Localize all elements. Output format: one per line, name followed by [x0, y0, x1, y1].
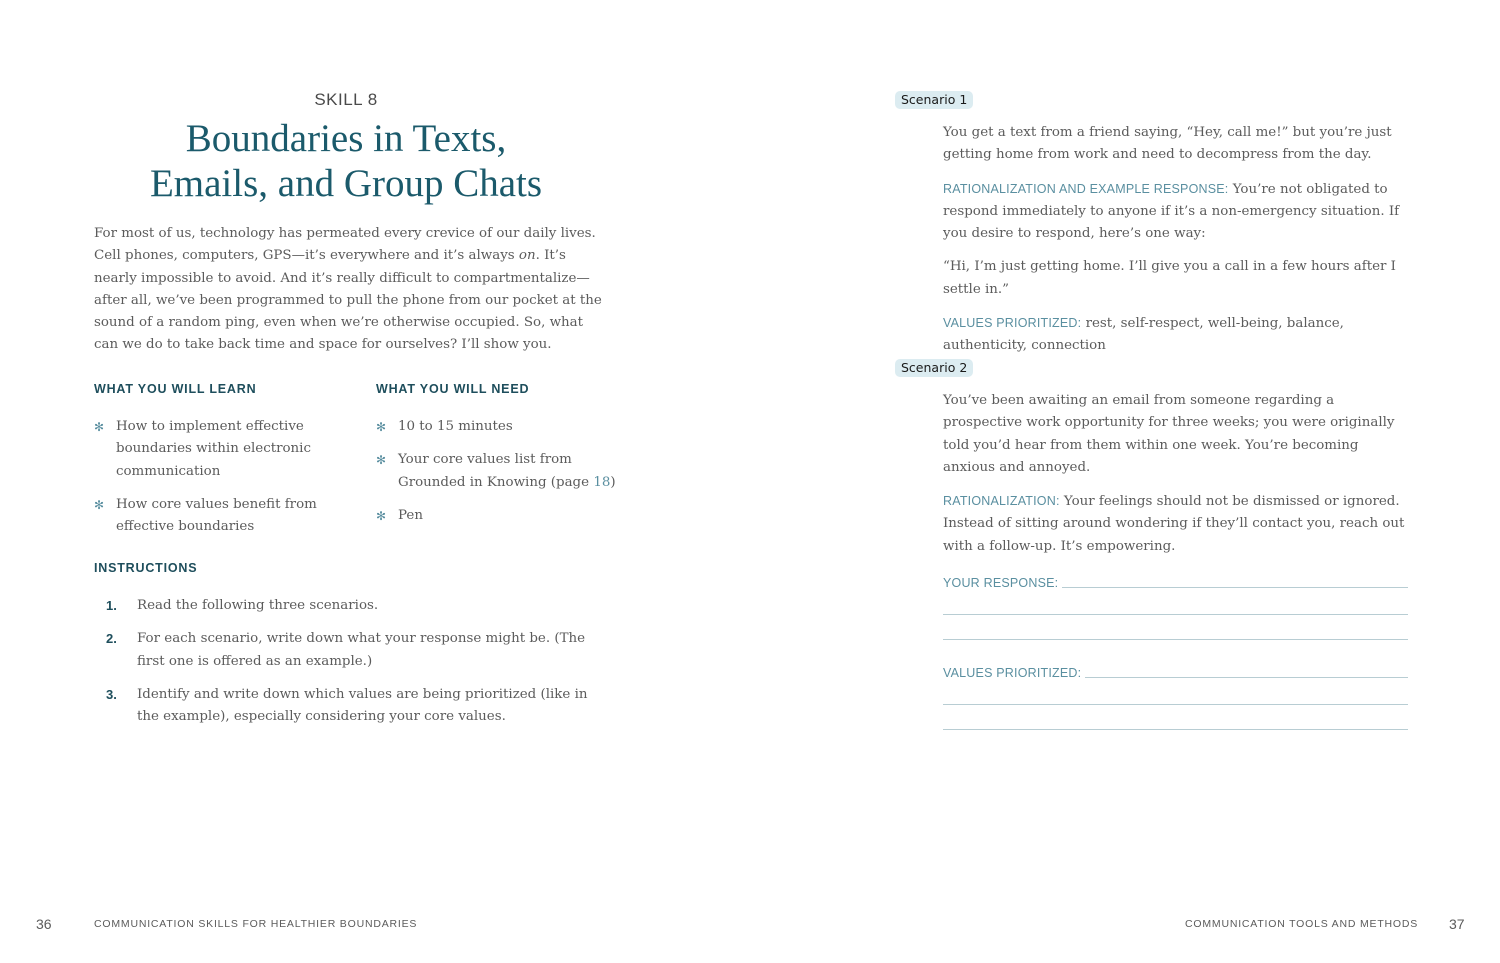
- list-item: [376, 416, 616, 438]
- values-prioritized-label: VALUES PRIORITIZED:: [943, 666, 1082, 681]
- running-head-left: COMMUNICATION SKILLS FOR HEALTHIER BOUNDARIES: [94, 918, 418, 930]
- step-number: 2.: [106, 631, 117, 647]
- asterisk-bullet-icon: ✻: [376, 420, 387, 434]
- list-item: [376, 449, 616, 494]
- scenario-1-example-response: “Hi, I’m just getting home. I’ll give you a call in a few hours after I settle in.”: [943, 259, 1396, 297]
- response-line-1[interactable]: [943, 565, 1408, 590]
- step-text: Read the following three scenarios.: [137, 598, 379, 613]
- rationale-label: RATIONALIZATION:: [943, 494, 1060, 509]
- what-you-will-learn-section: [94, 382, 334, 549]
- list-item: [94, 416, 334, 483]
- right-page: [750, 0, 1500, 963]
- scenario-1-rationale: [943, 178, 1408, 246]
- need-item-text: Pen: [398, 507, 423, 523]
- scenario-1-body: [943, 122, 1408, 369]
- response-line-2[interactable]: [943, 590, 1408, 615]
- your-response-label: YOUR RESPONSE:: [943, 576, 1059, 591]
- page-number-left: 36: [36, 916, 52, 932]
- asterisk-bullet-icon: ✻: [94, 420, 105, 434]
- list-item: [376, 505, 616, 527]
- step-text: Identify and write down which values are being prioritized (like in the example), especially considering your core values.: [137, 686, 588, 725]
- instructions-list: [94, 595, 604, 728]
- rationale-text: You’re not obligated to respond immediately to anyone if it’s a non-emergency situation. If you desire to respond, here’s one way:: [943, 181, 1400, 242]
- values-line-2[interactable]: [943, 680, 1408, 705]
- rationale-label: RATIONALIZATION AND EXAMPLE RESPONSE:: [943, 181, 1229, 196]
- values-label: VALUES PRIORITIZED:: [943, 316, 1082, 331]
- values-line-3[interactable]: [943, 705, 1408, 730]
- scenario-2-tag: Scenario 2: [895, 359, 973, 377]
- scenario-1-tag: Scenario 1: [895, 91, 973, 109]
- step-number: 1.: [106, 598, 117, 613]
- paren-close: ): [610, 474, 616, 490]
- instruction-step: [94, 628, 604, 673]
- intro-text-after: . It’s nearly impossible to avoid. And it’s really difficult to compartmentalize—after all, we’ve been programmed to pull the phone from our pocket at the sound of a random ping, even when we’re otherwise occupied. So, what can we do to take back time and space for ourselves? I’ll show you.: [94, 248, 602, 353]
- intro-paragraph: [94, 223, 604, 357]
- scenario-1-situation: You get a text from a friend saying, “Hey, call me!” but you’re just getting home from work and need to decompress from the day.: [943, 125, 1392, 163]
- values-prioritized-field[interactable]: [943, 655, 1408, 730]
- instructions-heading: INSTRUCTIONS: [94, 561, 198, 575]
- instruction-step: [94, 684, 604, 729]
- write-line: [1085, 676, 1408, 678]
- scenario-2-rationale: [943, 490, 1408, 558]
- scenario-1-values: [943, 312, 1408, 358]
- step-number: 3.: [106, 686, 117, 702]
- instructions-section: [94, 561, 604, 739]
- learn-list: [94, 416, 334, 538]
- list-item: [94, 494, 334, 539]
- intro-text-before: For most of us, technology has permeated every crevice of our daily lives. Cell phones, computers, GPS—it’s everywhere and it’s always: [94, 226, 596, 264]
- asterisk-bullet-icon: ✻: [94, 497, 105, 512]
- skill-label: SKILL 8: [314, 90, 378, 109]
- page-title: [94, 116, 598, 206]
- intro-emphasis: on: [518, 248, 536, 264]
- learn-heading: WHAT YOU WILL LEARN: [94, 382, 257, 396]
- scenario-2-situation: You’ve been awaiting an email from someone regarding a prospective work opportunity for three weeks; you were originally told you’d hear from them within one week. You’re becoming anxious and annoyed.: [943, 393, 1395, 475]
- values-text: rest, self-respect, well-being, balance, authenticity, connection: [943, 316, 1344, 354]
- need-heading: WHAT YOU WILL NEED: [376, 382, 530, 396]
- response-line-3[interactable]: [943, 615, 1408, 640]
- instruction-step: [94, 595, 604, 617]
- scenario-2-body: [943, 390, 1408, 730]
- your-response-field[interactable]: [943, 565, 1408, 640]
- need-item-text: Your core values list from Grounded in Knowing (page: [398, 452, 594, 490]
- need-item-text: 10 to 15 minutes: [398, 419, 513, 434]
- page-reference-link[interactable]: 18: [593, 474, 611, 490]
- title-line-2: Emails, and Group Chats: [149, 162, 543, 205]
- learn-item-text: How to implement effective boundaries within electronic communication: [116, 419, 311, 479]
- need-list: [376, 416, 616, 527]
- write-line: [1062, 586, 1408, 588]
- page-number-right: 37: [1449, 916, 1465, 932]
- title-line-1: Boundaries in Texts,: [185, 117, 507, 160]
- asterisk-bullet-icon: ✻: [376, 453, 387, 468]
- values-line-1[interactable]: [943, 655, 1408, 680]
- running-head-right: COMMUNICATION TOOLS AND METHODS: [1185, 918, 1419, 930]
- rationale-text: Your feelings should not be dismissed or ignored. Instead of sitting around wondering if they’ll contact you, reach out with a follow-up. It’s empowering.: [943, 494, 1405, 554]
- learn-item-text: How core values benefit from effective boundaries: [116, 496, 317, 535]
- asterisk-bullet-icon: ✻: [376, 508, 387, 523]
- what-you-will-need-section: [376, 382, 616, 538]
- step-text: For each scenario, write down what your response might be. (The first one is offered as an example.): [137, 631, 586, 669]
